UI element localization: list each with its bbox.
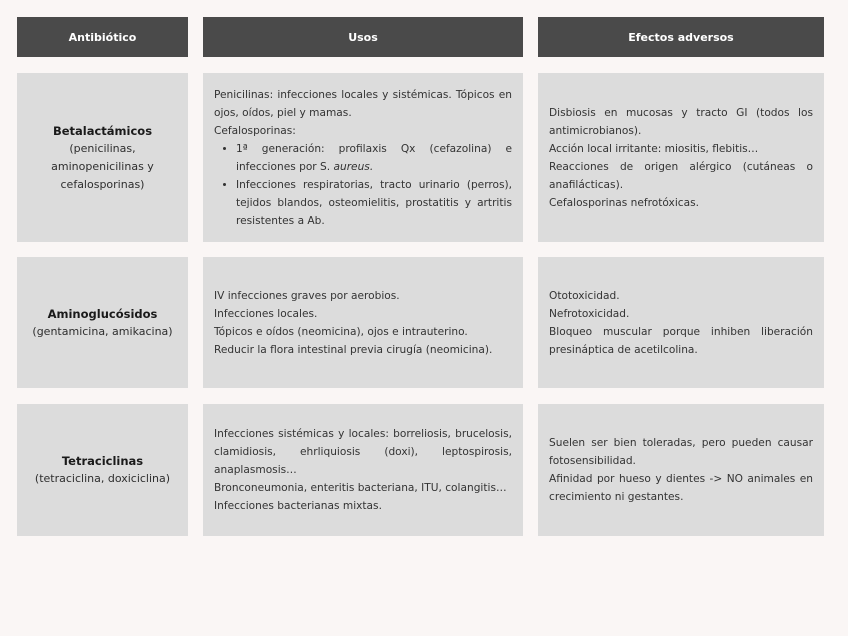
usos-line: Cefalosporinas: [214,124,296,137]
header-efectos-adversos: Efectos adversos [538,17,824,57]
usos-line: Reducir la flora intestinal previa cirugía (neomicina). [214,343,493,356]
efectos-line: Ototoxicidad. [549,289,620,302]
usos-line: Infecciones sistémicas y locales: borreliosis, brucelosis, clamidiosis, ehrliquiosis (doxi), leptospirosis, anaplasmosis… [214,428,512,476]
usos-bullet-italic: aureus. [333,160,374,173]
efectos-line: Disbiosis en mucosas y tracto GI (todos los antimicrobianos). [549,106,813,137]
antibiotic-cell-aminoglucosidos [17,257,188,388]
usos-line: Tópicos e oídos (neomicina), ojos e intrauterino. [214,325,468,338]
efectos-cell-betalactamicos [538,73,824,242]
usos-line: Bronconeumonia, enteritis bacteriana, ITU, colangitis… [214,482,507,494]
efectos-line: Reacciones de origen alérgico (cutáneas o anafilácticas). [549,160,813,191]
header-usos: Usos [203,17,523,57]
antibiotic-name: Betalactámicos [52,123,153,138]
usos-cell-tetraciclinas [203,404,523,536]
efectos-line: Bloqueo muscular porque inhiben liberación presináptica de acetilcolina. [549,325,813,356]
efectos-line: Suelen ser bien toleradas, pero pueden causar fotosensibilidad. [549,437,813,467]
usos-cell-betalactamicos [203,73,523,242]
antibiotic-cell-tetraciclinas [17,404,188,536]
efectos-line: Afinidad por hueso y dientes -> NO animales en crecimiento ni gestantes. [549,473,813,503]
antibiotic-examples: (gentamicina, amikacina) [32,324,173,338]
antibiotic-cell-betalactamicos [17,73,188,242]
efectos-line: Nefrotoxicidad. [549,307,630,320]
usos-line: IV infecciones graves por aerobios. [214,289,400,302]
usos-bullet-list [214,140,512,230]
usos-bullet-text: 1ª generación: profilaxis Qx (cefazolina) e infecciones por S. [236,142,512,173]
usos-cell-aminoglucosidos [203,257,523,388]
efectos-cell-tetraciclinas [538,404,824,536]
usos-bullet [236,140,512,176]
usos-line: Infecciones bacterianas mixtas. [214,500,382,512]
efectos-line: Cefalosporinas nefrotóxicas. [549,196,699,209]
usos-line: Penicilinas: infecciones locales y sistémicas. Tópicos en ojos, oídos, piel y mamas. [214,88,512,119]
antibiotic-examples: (penicilinas, aminopenicilinas y cefalosporinas) [51,141,154,191]
antibiotic-name: Tetraciclinas [61,454,144,468]
header-antibiotico: Antibiótico [17,17,188,57]
efectos-line: Acción local irritante: miositis, flebitis… [549,142,759,155]
antibiotic-name: Aminoglucósidos [47,306,158,321]
usos-line: Infecciones locales. [214,307,318,320]
antibiotic-examples: (tetraciclina, doxiciclina) [34,472,171,485]
usos-bullet: • Infecciones respiratorias, tracto urinario (perros), tejidos blandos, osteomielitis, prostatitis y artritis resistentes a Ab. [236,176,512,230]
efectos-cell-aminoglucosidos [538,257,824,388]
